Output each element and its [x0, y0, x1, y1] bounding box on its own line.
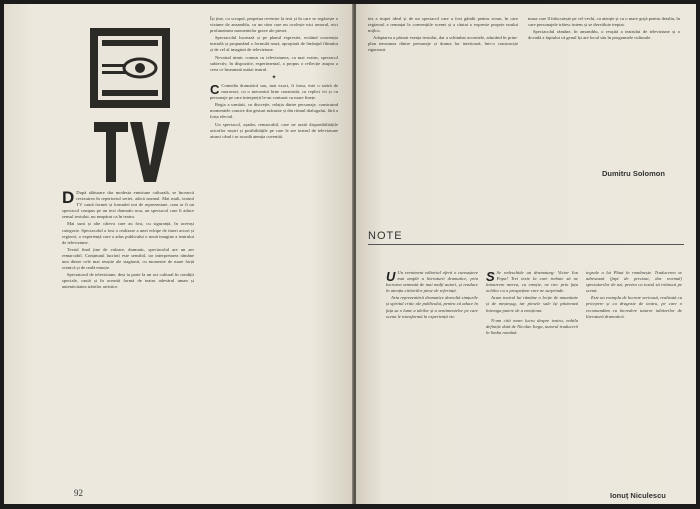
paragraph: tegrale a lui Plaut în românește. Traducerea se adresează (fapt de precizat, dar normal) spectatorilor de azi, pentru ca textul să trăiască pe scenă.: [586, 270, 682, 294]
paragraph: masa care îl înlocuiește pe cel vechi, cu atenție și cu o mare grijă pentru detaliu, în care personajele trăiesc intens și se dezvăluie treptat.: [528, 16, 680, 28]
paragraph: Nevoind nimic comun cu televiziunea, ca mai extins, spectacol subiectiv, în dispozitiv, experimental, a propus o reflecție asupra a ceea ce înseamnă astăzi teatrul.: [210, 54, 338, 72]
section-star: ✦: [271, 74, 277, 81]
paragraph: tea a trupei ideal și de un spectacol care a fost gândit pentru ecran, în care regizorul a renunțat la convențiile scenei și a căutat o expresie proprie noului mijloc.: [368, 16, 518, 34]
right-top-column-1: [368, 16, 518, 146]
right-bottom-column-2: [486, 270, 578, 494]
paragraph: N-am citit mare lucru despre teatru, nobila definiție dată de Nicolae Iorga, autorul traducerii în limba română.: [486, 317, 578, 335]
paragraph: După alăturare dar modesta emisiune culturală, se încearcă revizuirea în repertoriul seriei, adică normal. Mai mult, teatrul TV caută formei și formulei noi de reprezentare, cum ar fi un spectacol compus pe un text dramatic nou, un spectacol care îi aduce sensul textului, nu neapărat ca în teatru.: [62, 190, 194, 220]
left-column-2: [210, 16, 338, 494]
author-signature: Ionuț Niculescu: [610, 491, 666, 500]
left-page: [4, 4, 354, 504]
section-title: NOTE: [368, 230, 403, 242]
right-top-column-2: [528, 16, 680, 116]
author-signature: Dumitru Solomon: [602, 169, 665, 178]
paragraph: Textul final ține de valoare, dramatic, spectacolul are un aer remarcabil. Conținutul lucrării este sensibil, iar interpretarea rămâne una dintre cele mai reușite ale stagiunii, cu momente de mare forță scenică și de reală emoție.: [62, 246, 194, 271]
paragraph: Spectacolul rămâne, în ansamblu, o reușită a teatrului de televiziune și o dovadă a faptului că genul își are locul său în programele culturale.: [528, 29, 680, 41]
left-column-1: [62, 190, 194, 490]
paragraph: Un eveniment editorial oferă o cunoaștere mai amplă a literaturii dramatice, prin lucrarea semnată de mai mulți autori, și readuce în atenția cititorilor piese de referință.: [386, 270, 478, 294]
page-number: 92: [74, 488, 83, 498]
drop-cap: S: [486, 270, 495, 284]
paragraph: Este un exemplu de lucrare serioasă, realizată cu pricepere și cu dragoste de teatru, pe care o recomandăm cu încredere tuturor iubitorilor de literatură dramatică.: [586, 295, 682, 319]
paragraph: Regia a urmărit, cu discreție, relația dintre personaje, construind momentele comice din gesturi mărunte și din ritmul dialogului, fără a forța efectul.: [210, 102, 338, 120]
paragraph: Mai sunt și alte câteva care au fost, cu siguranță, în aceeași categorie. Spectacolul a fost o realizare a unei echipe de tineri actori și regizori, o experiență care a adus publicului o nouă imagine a teatrului de televiziune.: [62, 221, 194, 245]
paragraph: Spectacolul lucrează și pe planul expresiei, evitând convenția teatrală și propunând o formulă nouă, apropiată de limbajul filmului și de cel al imaginii de televiziune.: [210, 35, 338, 53]
drop-cap: C: [210, 81, 220, 97]
section-divider: [368, 244, 684, 245]
paragraph: Adaptarea a păstrat esența textului, dar a schimbat accentele, aducând în prim-plan tensiunea dintre personaje și drama lor interioară, într-o construcție riguroasă.: [368, 35, 518, 53]
paragraph: Se redeschide un dramaturg: Victor Ion Popa! Trei texte la care trebuie să ne întoarcem mereu, cu emoție, ne trec prin fața ochilor cu o prospețime care ne surprinde.: [486, 270, 578, 294]
right-page: [356, 4, 696, 504]
paragraph: Un spectacol, așadar, remarcabil, care ne arată disponibilitățile actorilor noștri și posibilitățile pe care le are teatrul de televiziune atunci când i se acordă atenția cuvenită.: [210, 121, 338, 139]
right-bottom-column-1: [386, 270, 478, 476]
drop-cap: U: [386, 270, 396, 284]
paragraph: Acum teatrul lui rămâne o lecție de umanitate și de meșteșug, iar piesele sale își păstrează întreaga putere de a emoționa.: [486, 295, 578, 313]
paragraph: Spectatorul de televiziune, deși ia parte la un act cultural în condiții speciale, caută și în această formă de teatru adevărul uman și autenticitatea trăirilor artistice.: [62, 272, 194, 290]
right-bottom-column-3: [586, 270, 682, 480]
paragraph: Arta reprezentării dramatice dezvoltă simțurile și spiritul critic ale publicului, pentru că aduce în fața sa o lume a ideilor și a sentimentelor pe care scena le transformă în experiență vie.: [386, 295, 478, 319]
paragraph: Își ține, cu scrupul, perpetua revenire la text și în care se regăsește o viziune de ansamblu, cu un ritm care nu ocolește nici umorul, nici profunzimea momentelor grave ale piesei.: [210, 16, 338, 34]
tv-logo-icon: [88, 26, 172, 186]
drop-cap: D: [62, 190, 75, 207]
magazine-spread: [4, 4, 696, 504]
paragraph: Comedia dramatică sau, mai exact, fi farsa, este o satiră de moravuri, cu o mecanică bine construită, cu replici vii și cu personaje pe care interpreții le-au conturat cu mare finețe.: [210, 82, 338, 101]
